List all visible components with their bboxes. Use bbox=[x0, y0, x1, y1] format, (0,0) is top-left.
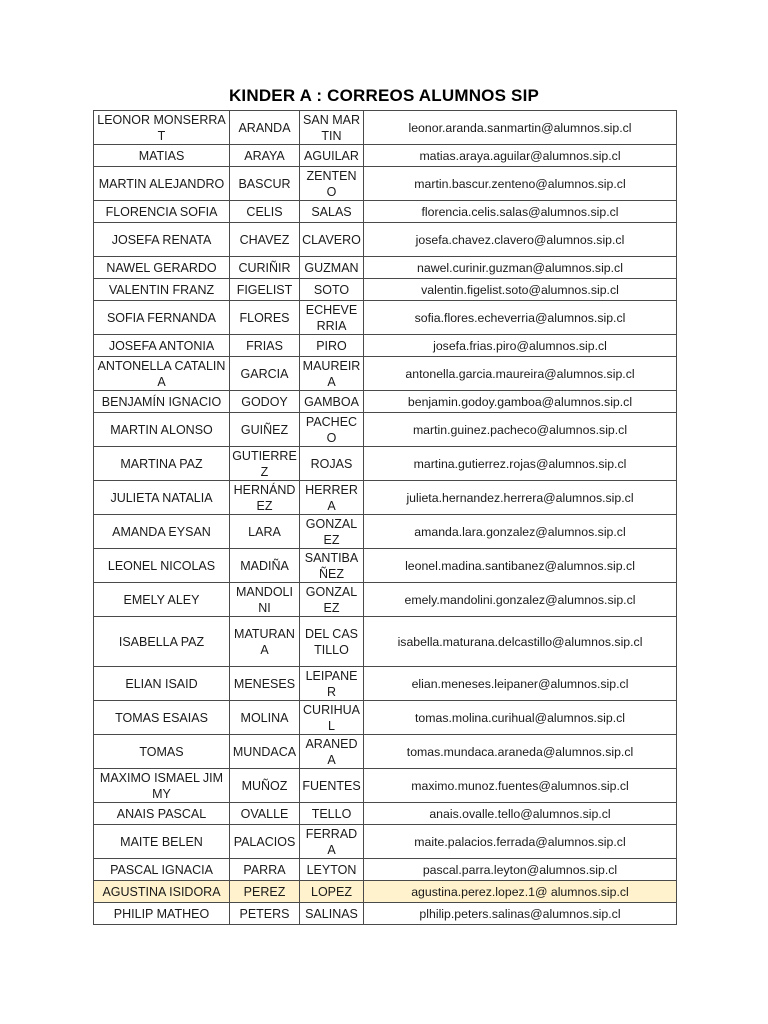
email-cell: matias.araya.aguilar@alumnos.sip.cl bbox=[364, 145, 677, 167]
second-surname-cell: AGUILAR bbox=[300, 145, 364, 167]
first-surname-cell: OVALLE bbox=[230, 803, 300, 825]
first-name-cell: JOSEFA RENATA bbox=[94, 223, 230, 257]
first-surname-cell: MANDOLINI bbox=[230, 583, 300, 617]
second-surname-cell: CLAVERO bbox=[300, 223, 364, 257]
email-cell: julieta.hernandez.herrera@alumnos.sip.cl bbox=[364, 481, 677, 515]
first-name-cell: LEONEL NICOLAS bbox=[94, 549, 230, 583]
first-name-cell: VALENTIN FRANZ bbox=[94, 279, 230, 301]
first-surname-cell: FRIAS bbox=[230, 335, 300, 357]
first-name-cell: PASCAL IGNACIA bbox=[94, 859, 230, 881]
second-surname-cell: ARANEDA bbox=[300, 735, 364, 769]
first-surname-cell: GODOY bbox=[230, 391, 300, 413]
first-surname-cell: CHAVEZ bbox=[230, 223, 300, 257]
email-cell: martina.gutierrez.rojas@alumnos.sip.cl bbox=[364, 447, 677, 481]
second-surname-cell: FUENTES bbox=[300, 769, 364, 803]
second-surname-cell: GAMBOA bbox=[300, 391, 364, 413]
email-cell: tomas.molina.curihual@alumnos.sip.cl bbox=[364, 701, 677, 735]
second-surname-cell: SALAS bbox=[300, 201, 364, 223]
first-surname-cell: CURIÑIR bbox=[230, 257, 300, 279]
second-surname-cell: PIRO bbox=[300, 335, 364, 357]
table-row bbox=[94, 413, 677, 447]
email-cell: antonella.garcia.maureira@alumnos.sip.cl bbox=[364, 357, 677, 391]
document-title: KINDER A : CORREOS ALUMNOS SIP bbox=[228, 86, 540, 105]
first-name-cell: TOMAS bbox=[94, 735, 230, 769]
first-surname-cell: ARAYA bbox=[230, 145, 300, 167]
table-row bbox=[94, 859, 677, 881]
second-surname-cell: ZENTENO bbox=[300, 167, 364, 201]
second-surname-cell: SALINAS bbox=[300, 903, 364, 925]
second-surname-cell: HERRERA bbox=[300, 481, 364, 515]
second-surname-cell: FERRADA bbox=[300, 825, 364, 859]
first-name-cell: MAXIMO ISMAEL JIMMY bbox=[94, 769, 230, 803]
table-row bbox=[94, 769, 677, 803]
email-cell: emely.mandolini.gonzalez@alumnos.sip.cl bbox=[364, 583, 677, 617]
table-row bbox=[94, 335, 677, 357]
email-cell: benjamin.godoy.gamboa@alumnos.sip.cl bbox=[364, 391, 677, 413]
first-surname-cell: PEREZ bbox=[230, 881, 300, 903]
second-surname-cell: GONZALEZ bbox=[300, 583, 364, 617]
email-cell: sofia.flores.echeverria@alumnos.sip.cl bbox=[364, 301, 677, 335]
student-table-body bbox=[94, 111, 677, 925]
email-cell: nawel.curinir.guzman@alumnos.sip.cl bbox=[364, 257, 677, 279]
table-row bbox=[94, 617, 677, 667]
second-surname-cell: MAUREIRA bbox=[300, 357, 364, 391]
first-surname-cell: LARA bbox=[230, 515, 300, 549]
second-surname-cell: GONZALEZ bbox=[300, 515, 364, 549]
first-surname-cell: PARRA bbox=[230, 859, 300, 881]
second-surname-cell: SANTIBAÑEZ bbox=[300, 549, 364, 583]
second-surname-cell: SAN MARTIN bbox=[300, 111, 364, 145]
first-surname-cell: MUÑOZ bbox=[230, 769, 300, 803]
second-surname-cell: GUZMAN bbox=[300, 257, 364, 279]
table-row bbox=[94, 481, 677, 515]
table-row bbox=[94, 167, 677, 201]
table-row bbox=[94, 803, 677, 825]
email-cell: tomas.mundaca.araneda@alumnos.sip.cl bbox=[364, 735, 677, 769]
first-name-cell: MATIAS bbox=[94, 145, 230, 167]
table-row bbox=[94, 701, 677, 735]
first-surname-cell: MENESES bbox=[230, 667, 300, 701]
email-cell: anais.ovalle.tello@alumnos.sip.cl bbox=[364, 803, 677, 825]
first-name-cell: AMANDA EYSAN bbox=[94, 515, 230, 549]
second-surname-cell: SOTO bbox=[300, 279, 364, 301]
table-row bbox=[94, 735, 677, 769]
email-cell: leonel.madina.santibanez@alumnos.sip.cl bbox=[364, 549, 677, 583]
first-surname-cell: CELIS bbox=[230, 201, 300, 223]
first-name-cell: SOFIA FERNANDA bbox=[94, 301, 230, 335]
second-surname-cell: LOPEZ bbox=[300, 881, 364, 903]
first-name-cell: FLORENCIA SOFIA bbox=[94, 201, 230, 223]
table-row bbox=[94, 903, 677, 925]
table-row bbox=[94, 223, 677, 257]
first-surname-cell: FLORES bbox=[230, 301, 300, 335]
email-cell: josefa.chavez.clavero@alumnos.sip.cl bbox=[364, 223, 677, 257]
table-row bbox=[94, 825, 677, 859]
email-cell: martin.bascur.zenteno@alumnos.sip.cl bbox=[364, 167, 677, 201]
first-surname-cell: ARANDA bbox=[230, 111, 300, 145]
first-name-cell: MARTIN ALEJANDRO bbox=[94, 167, 230, 201]
table-row bbox=[94, 447, 677, 481]
second-surname-cell: TELLO bbox=[300, 803, 364, 825]
table-row bbox=[94, 301, 677, 335]
email-cell: agustina.perez.lopez.1@ alumnos.sip.cl bbox=[364, 881, 677, 903]
student-email-table bbox=[93, 110, 677, 925]
email-cell: leonor.aranda.sanmartin@alumnos.sip.cl bbox=[364, 111, 677, 145]
email-cell: elian.meneses.leipaner@alumnos.sip.cl bbox=[364, 667, 677, 701]
first-name-cell: ANAIS PASCAL bbox=[94, 803, 230, 825]
table-row bbox=[94, 257, 677, 279]
first-surname-cell: GARCIA bbox=[230, 357, 300, 391]
email-cell: martin.guinez.pacheco@alumnos.sip.cl bbox=[364, 413, 677, 447]
first-name-cell: MARTINA PAZ bbox=[94, 447, 230, 481]
second-surname-cell: ROJAS bbox=[300, 447, 364, 481]
first-name-cell: JOSEFA ANTONIA bbox=[94, 335, 230, 357]
first-name-cell: ISABELLA PAZ bbox=[94, 617, 230, 667]
first-surname-cell: MUNDACA bbox=[230, 735, 300, 769]
first-surname-cell: PALACIOS bbox=[230, 825, 300, 859]
first-name-cell: MARTIN ALONSO bbox=[94, 413, 230, 447]
email-cell: plhilip.peters.salinas@alumnos.sip.cl bbox=[364, 903, 677, 925]
first-name-cell: BENJAMÍN IGNACIO bbox=[94, 391, 230, 413]
second-surname-cell: CURIHUAL bbox=[300, 701, 364, 735]
email-cell: florencia.celis.salas@alumnos.sip.cl bbox=[364, 201, 677, 223]
email-cell: maximo.munoz.fuentes@alumnos.sip.cl bbox=[364, 769, 677, 803]
first-surname-cell: PETERS bbox=[230, 903, 300, 925]
first-name-cell: JULIETA NATALIA bbox=[94, 481, 230, 515]
first-name-cell: EMELY ALEY bbox=[94, 583, 230, 617]
email-cell: valentin.figelist.soto@alumnos.sip.cl bbox=[364, 279, 677, 301]
table-row bbox=[94, 279, 677, 301]
second-surname-cell: LEIPANER bbox=[300, 667, 364, 701]
email-cell: pascal.parra.leyton@alumnos.sip.cl bbox=[364, 859, 677, 881]
first-surname-cell: MOLINA bbox=[230, 701, 300, 735]
first-name-cell: ANTONELLA CATALINA bbox=[94, 357, 230, 391]
table-row bbox=[94, 201, 677, 223]
table-row bbox=[94, 515, 677, 549]
first-name-cell: NAWEL GERARDO bbox=[94, 257, 230, 279]
second-surname-cell: PACHECO bbox=[300, 413, 364, 447]
table-row bbox=[94, 583, 677, 617]
table-row bbox=[94, 549, 677, 583]
email-cell: isabella.maturana.delcastillo@alumnos.sip.cl bbox=[364, 617, 677, 667]
table-row bbox=[94, 111, 677, 145]
first-surname-cell: MATURANA bbox=[230, 617, 300, 667]
first-surname-cell: GUIÑEZ bbox=[230, 413, 300, 447]
first-name-cell: MAITE BELEN bbox=[94, 825, 230, 859]
first-surname-cell: BASCUR bbox=[230, 167, 300, 201]
first-name-cell: PHILIP MATHEO bbox=[94, 903, 230, 925]
table-row bbox=[94, 881, 677, 903]
table-row bbox=[94, 357, 677, 391]
table-row bbox=[94, 145, 677, 167]
first-surname-cell: GUTIERREZ bbox=[230, 447, 300, 481]
table-row bbox=[94, 391, 677, 413]
second-surname-cell: LEYTON bbox=[300, 859, 364, 881]
second-surname-cell: ECHEVERRIA bbox=[300, 301, 364, 335]
first-name-cell: LEONOR MONSERRAT bbox=[94, 111, 230, 145]
second-surname-cell: DEL CASTILLO bbox=[300, 617, 364, 667]
first-name-cell: ELIAN ISAID bbox=[94, 667, 230, 701]
email-cell: josefa.frias.piro@alumnos.sip.cl bbox=[364, 335, 677, 357]
first-surname-cell: HERNÁNDEZ bbox=[230, 481, 300, 515]
email-cell: amanda.lara.gonzalez@alumnos.sip.cl bbox=[364, 515, 677, 549]
first-name-cell: AGUSTINA ISIDORA bbox=[94, 881, 230, 903]
first-surname-cell: FIGELIST bbox=[230, 279, 300, 301]
first-name-cell: TOMAS ESAIAS bbox=[94, 701, 230, 735]
first-surname-cell: MADIÑA bbox=[230, 549, 300, 583]
table-row bbox=[94, 667, 677, 701]
email-cell: maite.palacios.ferrada@alumnos.sip.cl bbox=[364, 825, 677, 859]
